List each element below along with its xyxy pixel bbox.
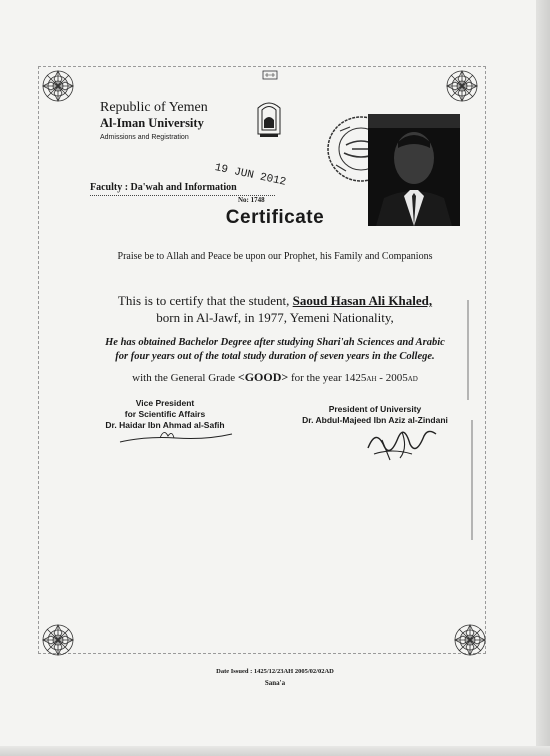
grade-value: <GOOD>	[237, 370, 289, 384]
duration-line: for four years out of the total study duration of seven years in the College.	[115, 351, 435, 362]
corner-ornament-bottom-left	[40, 622, 76, 658]
vice-president-title	[80, 398, 250, 420]
president-name: Dr. Abdul-Majeed Ibn Aziz al-Zindani	[302, 415, 448, 425]
grade-prefix: with the General Grade	[132, 372, 236, 384]
grade-year: for the year 1425	[290, 372, 367, 384]
country-heading: Republic of Yemen	[100, 100, 208, 115]
corner-ornament-bottom-right	[452, 622, 488, 658]
faculty-line	[90, 182, 237, 193]
president-title: President of University	[328, 404, 422, 414]
department-name: Admissions and Registration	[100, 134, 189, 141]
student-name: Saoud Hasan Ali Khaled,	[292, 293, 433, 308]
year-ad: - 2005	[376, 372, 408, 384]
faculty-value: Da'wah and Information	[130, 182, 237, 193]
certificate-number: No: 1748	[238, 196, 265, 204]
faculty-label: Faculty :	[90, 182, 129, 193]
president-signature	[362, 418, 442, 464]
degree-line: He has obtained Bachelor Degree after studying Shari'ah Sciences and Arabic	[105, 337, 445, 348]
vice-president-signature	[116, 426, 236, 450]
corner-ornament-top-left	[40, 68, 76, 104]
top-ornament-icon	[262, 70, 278, 80]
vice-president-title-2: for Scientific Affairs	[124, 409, 206, 419]
ah-suffix: AH	[366, 375, 377, 383]
university-logo-icon	[254, 96, 284, 138]
scan-edge-bottom	[0, 746, 550, 756]
certificate-title: Certificate	[225, 207, 325, 228]
birth-nationality-line: born in Al-Jawf, in 1977, Yemeni Nationality,	[156, 310, 394, 325]
date-stamp: 19 JUN 2012	[213, 162, 288, 189]
issue-city: Sana'a	[264, 679, 286, 687]
vice-president-title-1: Vice President	[135, 398, 195, 408]
corner-ornament-top-right	[444, 68, 480, 104]
margin-annotation-lines	[462, 300, 476, 540]
certify-prefix: This is to certify that the student,	[117, 293, 290, 308]
vice-president-name: Dr. Haidar Ibn Ahmad al-Safih	[105, 420, 225, 430]
university-name: Al-Iman University	[100, 116, 204, 130]
praise-line: Praise be to Allah and Peace be upon our Prophet, his Family and Companions	[117, 251, 433, 262]
ad-suffix: AD	[407, 375, 418, 383]
date-issued: Date Issued : 1425/12/23AH 2005/02/02AD	[216, 668, 334, 675]
